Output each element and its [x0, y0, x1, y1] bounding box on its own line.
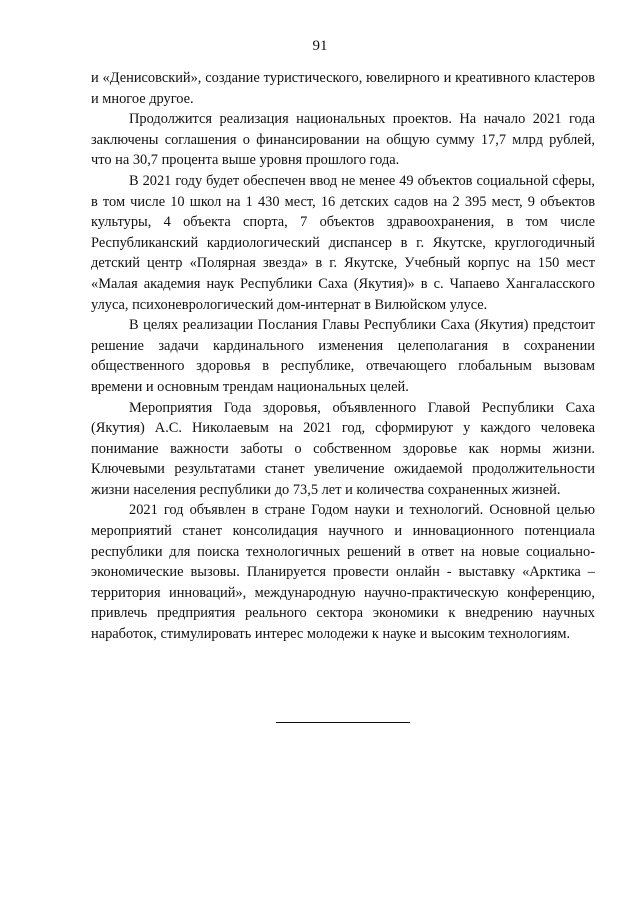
paragraph-national-projects: Продолжится реализация национальных проектов. На начало 2021 года заключены соглашения о финансировании на общую сумму 17,7 млрд рублей, что на 30,7 процента выше уровня прошлого года.: [91, 111, 595, 169]
paragraph-year-of-science: 2021 год объявлен в стране Годом науки и технологий. Основной целью мероприятий станет консолидация научного и инновационного потенциала республики для поиска технологичных решений в ответ на новые социально-экономические вызовы. Планируется провести онлайн - выставку «Арктика – территория инноваций», международную научно-практическую конференцию, привлечь предприятия реального сектора экономики к внедрению научных наработок, стимулировать интерес молодежи к науке и высоким технологиям.: [91, 502, 595, 643]
paragraph-social-facilities: В 2021 году будет обеспечен ввод не менее 49 объектов социальной сферы, в том числе 10 школ на 1 430 мест, 16 детских садов на 2 395 мест, 9 объектов культуры, 4 объекта спорта, 7 объектов здравоохранения, в том числе Республиканский кардиологический диспансер в г. Якутске, круглогодичный детский центр «Полярная звезда» в г. Якутске, Учебный корпус на 150 мест «Малая академия наук Республики Саха (Якутия)» в с. Чапаево Хангаласского улуса, психоневрологический дом-интернат в Вилюйском улусе.: [91, 172, 595, 313]
page-number: 91: [312, 38, 328, 54]
paragraph-year-of-health: Мероприятия Года здоровья, объявленного Главой Республики Саха (Якутия) А.С. Николаевым на 2021 год, сформируют у каждого человека понимание важности заботы о собственном здоровье как нормы жизни. Ключевыми результатами станет увеличение ожидаемой продолжительности жизни населения республики до 73,5 лет и количества сохраненных жизней.: [91, 399, 595, 498]
paragraph-public-health: В целях реализации Послания Главы Республики Саха (Якутия) предстоит решение задачи кардинального изменения целеполагания в сохранении общественного здоровья в республике, отвечающего глобальным вызовам времени и основным трендам национальных целей.: [91, 317, 595, 395]
document-body: [91, 68, 595, 645]
footer-divider: [276, 722, 410, 723]
paragraph-continuation: и «Денисовский», создание туристического, ювелирного и креативного кластеров и многое другое.: [91, 70, 595, 107]
